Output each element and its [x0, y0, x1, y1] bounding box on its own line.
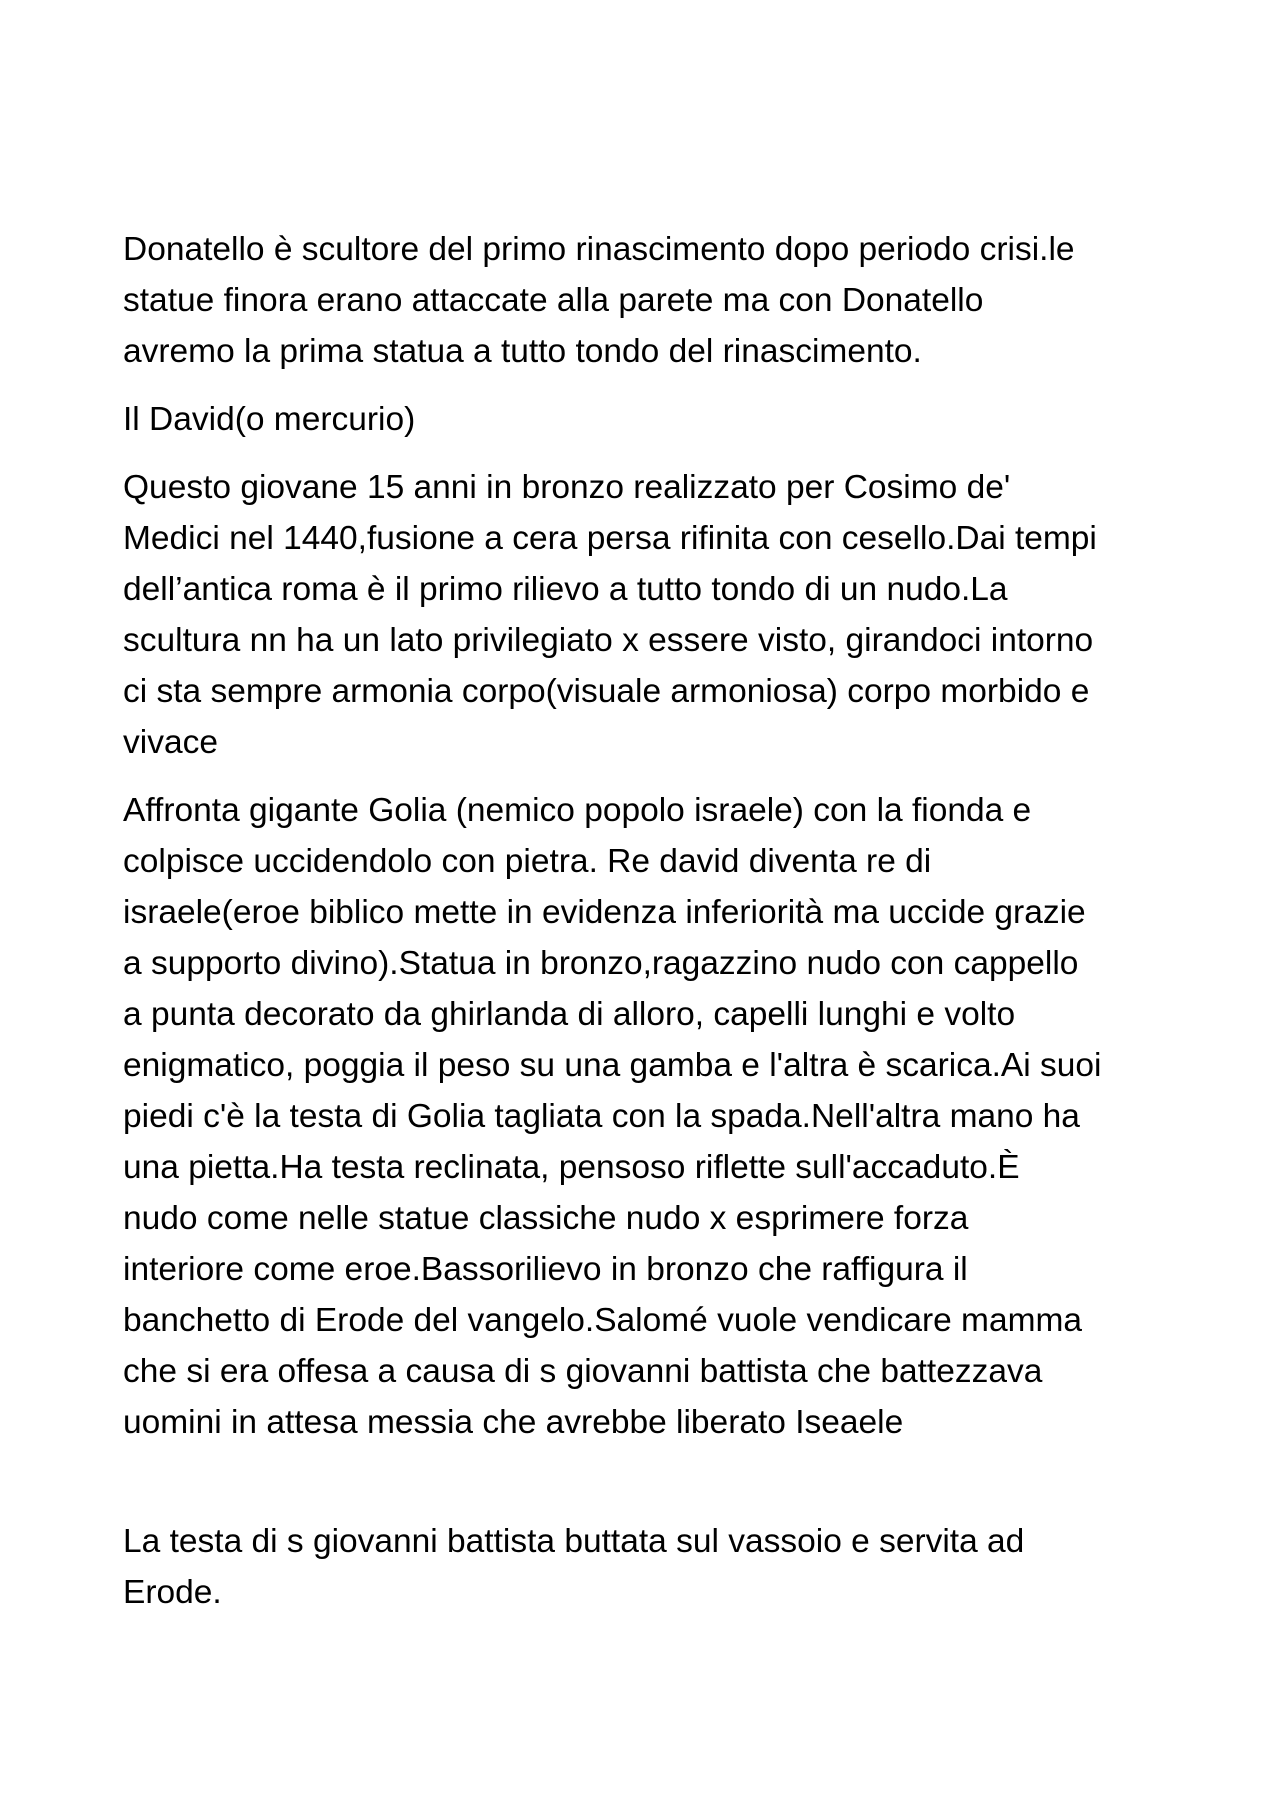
paragraph-conclusion: La testa di s giovanni battista buttata sul vassoio e servita ad Erode.: [123, 1523, 1025, 1611]
document-body: [123, 224, 1183, 1635]
paragraph-intro: Donatello è scultore del primo rinascimento dopo periodo crisi.le statue finora erano attaccate alla parete ma con Donatello avremo la prima statua a tutto tondo del rinascimento.: [123, 231, 1075, 370]
paragraph-heading-david: Il David(o mercurio): [123, 401, 416, 438]
paragraph-golia-story: Affronta gigante Golia (nemico popolo israele) con la fionda e colpisce uccidendolo con pietra. Re david diventa re di israele(eroe biblico mette in evidenza inferiorità ma uccide grazie a supporto divino).Statua in bronzo,ragazzino nudo con cappello a punta decorato da ghirlanda di alloro, capelli lunghi e volto enigmatico, poggia il peso su una gamba e l'altra è scarica.Ai suoi piedi c'è la testa di Golia tagliata con la spada.Nell'altra mano ha una pietta.Ha testa reclinata, pensoso riflette sull'accaduto.È nudo come nelle statue classiche nudo x esprimere forza interiore come eroe.Bassorilievo in bronzo che raffigura il banchetto di Erode del vangelo.Salomé vuole vendicare mamma che si era offesa a causa di s giovanni battista che battezzava uomini in attesa messia che avrebbe liberato Iseaele: [123, 792, 1102, 1441]
paragraph-david-description: Questo giovane 15 anni in bronzo realizzato per Cosimo de' Medici nel 1440,fusione a cera persa rifinita con cesello.Dai tempi dell’antica roma è il primo rilievo a tutto tondo di un nudo.La scultura nn ha un lato privilegiato x essere visto, girandoci intorno ci sta sempre armonia corpo(visuale armoniosa) corpo morbido e vivace: [123, 469, 1097, 761]
